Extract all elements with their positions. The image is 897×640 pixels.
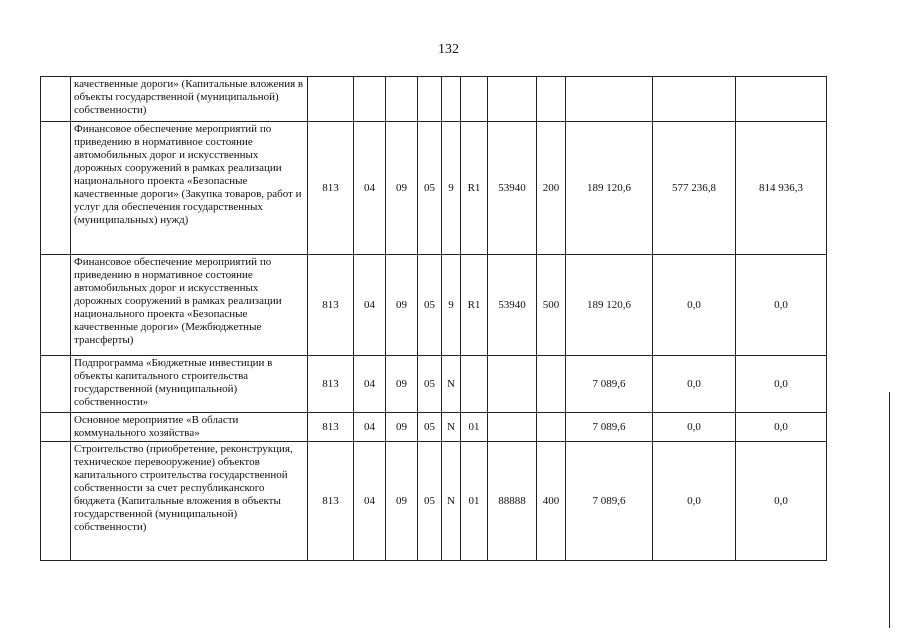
code-cell: 01 bbox=[461, 442, 488, 561]
table-row bbox=[41, 255, 827, 356]
amount-cell bbox=[653, 77, 736, 122]
code-cell bbox=[488, 413, 537, 442]
code-cell: 813 bbox=[308, 413, 354, 442]
code-cell: 04 bbox=[354, 356, 386, 413]
table-row bbox=[41, 122, 827, 255]
code-cell bbox=[537, 356, 566, 413]
description-cell: Подпрограмма «Бюджетные инвестиции в объекты капитального строительства государственной (муниципальной) собственности» bbox=[71, 356, 308, 413]
amount-cell: 0,0 bbox=[736, 413, 827, 442]
amount-cell: 0,0 bbox=[653, 356, 736, 413]
description-cell: качественные дороги» (Капитальные вложения в объекты государственной (муниципальной) собственности) bbox=[71, 77, 308, 122]
code-cell: 04 bbox=[354, 122, 386, 255]
description-cell: Финансовое обеспечение мероприятий по приведению в нормативное состояние автомобильных дорог и искусственных дорожных сооружений в рамках реализации национального проекта «Безопасные качественные дороги» (Закупка товаров, работ и услуг для обеспечения государственных (муниципальных) нужд) bbox=[71, 122, 308, 255]
code-cell: R1 bbox=[461, 122, 488, 255]
code-cell bbox=[461, 77, 488, 122]
amount-cell bbox=[736, 77, 827, 122]
amount-cell bbox=[566, 77, 653, 122]
budget-table bbox=[40, 76, 827, 561]
code-cell: 05 bbox=[418, 255, 442, 356]
row-number-cell bbox=[41, 77, 71, 122]
description-cell: Строительство (приобретение, реконструкция, техническое перевооружение) объектов капитального строительства государственной собственности за счет республиканского бюджета (Капитальные вложения в объекты государственной (муниципальной) собственности) bbox=[71, 442, 308, 561]
amount-cell: 7 089,6 bbox=[566, 413, 653, 442]
code-cell: 88888 bbox=[488, 442, 537, 561]
amount-cell: 0,0 bbox=[736, 255, 827, 356]
code-cell: 09 bbox=[386, 122, 418, 255]
code-cell: N bbox=[442, 413, 461, 442]
code-cell bbox=[442, 77, 461, 122]
code-cell: 09 bbox=[386, 442, 418, 561]
row-number-cell bbox=[41, 122, 71, 255]
code-cell bbox=[461, 356, 488, 413]
amount-cell: 7 089,6 bbox=[566, 442, 653, 561]
code-cell: 500 bbox=[537, 255, 566, 356]
amount-cell: 577 236,8 bbox=[653, 122, 736, 255]
amount-cell: 0,0 bbox=[653, 442, 736, 561]
amount-cell: 0,0 bbox=[736, 356, 827, 413]
description-cell: Финансовое обеспечение мероприятий по приведению в нормативное состояние автомобильных дорог и искусственных дорожных сооружений в рамках реализации национального проекта «Безопасные качественные дороги» (Межбюджетные трансферты) bbox=[71, 255, 308, 356]
code-cell: 9 bbox=[442, 122, 461, 255]
row-number-cell bbox=[41, 255, 71, 356]
code-cell: 813 bbox=[308, 122, 354, 255]
code-cell bbox=[537, 77, 566, 122]
code-cell: 04 bbox=[354, 255, 386, 356]
amount-cell: 7 089,6 bbox=[566, 356, 653, 413]
code-cell: 01 bbox=[461, 413, 488, 442]
code-cell: 04 bbox=[354, 442, 386, 561]
code-cell: 05 bbox=[418, 356, 442, 413]
code-cell bbox=[537, 413, 566, 442]
code-cell: 9 bbox=[442, 255, 461, 356]
row-number-cell bbox=[41, 442, 71, 561]
code-cell: 53940 bbox=[488, 255, 537, 356]
code-cell: R1 bbox=[461, 255, 488, 356]
row-number-cell bbox=[41, 413, 71, 442]
code-cell: 813 bbox=[308, 442, 354, 561]
code-cell: N bbox=[442, 356, 461, 413]
code-cell bbox=[386, 77, 418, 122]
code-cell bbox=[418, 77, 442, 122]
row-number-cell bbox=[41, 356, 71, 413]
page-number: 132 bbox=[438, 42, 459, 57]
amount-cell: 0,0 bbox=[653, 255, 736, 356]
table-row bbox=[41, 356, 827, 413]
code-cell: 09 bbox=[386, 255, 418, 356]
table-row bbox=[41, 442, 827, 561]
amount-cell: 189 120,6 bbox=[566, 255, 653, 356]
code-cell bbox=[354, 77, 386, 122]
amount-cell: 189 120,6 bbox=[566, 122, 653, 255]
amount-cell: 814 936,3 bbox=[736, 122, 827, 255]
table-row bbox=[41, 413, 827, 442]
code-cell: 53940 bbox=[488, 122, 537, 255]
code-cell: 813 bbox=[308, 356, 354, 413]
code-cell: 200 bbox=[537, 122, 566, 255]
code-cell bbox=[488, 77, 537, 122]
code-cell: 05 bbox=[418, 122, 442, 255]
code-cell: 05 bbox=[418, 413, 442, 442]
code-cell: 400 bbox=[537, 442, 566, 561]
table-row bbox=[41, 77, 827, 122]
code-cell: 09 bbox=[386, 356, 418, 413]
margin-line bbox=[889, 392, 890, 628]
code-cell: 09 bbox=[386, 413, 418, 442]
code-cell: 04 bbox=[354, 413, 386, 442]
amount-cell: 0,0 bbox=[653, 413, 736, 442]
code-cell: 813 bbox=[308, 255, 354, 356]
code-cell bbox=[308, 77, 354, 122]
amount-cell: 0,0 bbox=[736, 442, 827, 561]
description-cell: Основное мероприятие «В области коммунального хозяйства» bbox=[71, 413, 308, 442]
code-cell: N bbox=[442, 442, 461, 561]
code-cell bbox=[488, 356, 537, 413]
code-cell: 05 bbox=[418, 442, 442, 561]
